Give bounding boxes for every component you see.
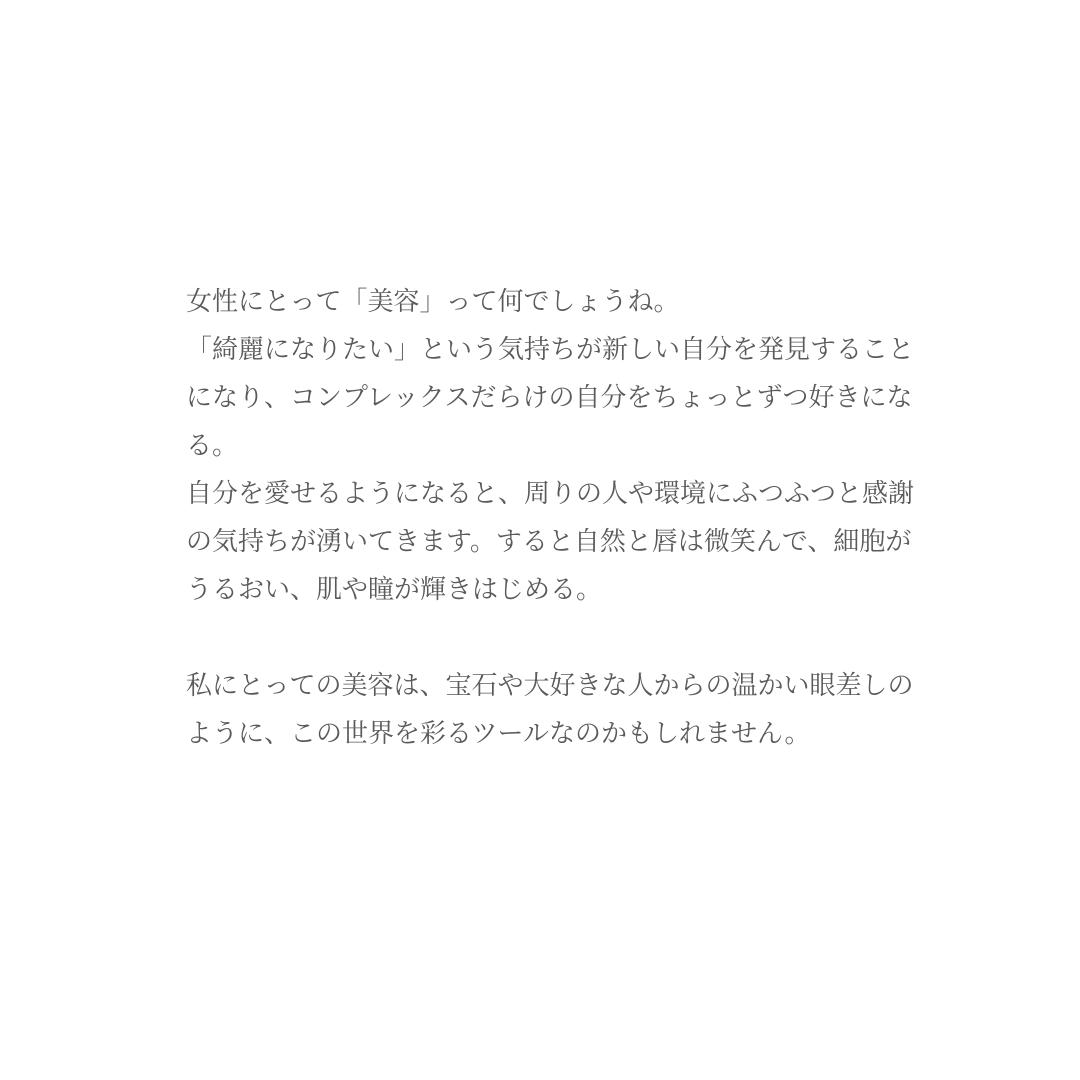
text-line: うるおい、肌や瞳が輝きはじめる。	[186, 574, 603, 604]
essay-text-block	[186, 277, 926, 757]
text-line: 私にとっての美容は、宝石や大好きな人からの温かい眼差しの	[186, 670, 914, 700]
text-line: 自分を愛せるようになると、周りの人や環境にふつふつと感謝	[186, 478, 915, 508]
paragraph-beauty-meaning	[186, 277, 926, 613]
text-line: になり、コンプレックスだらけの自分をちょっとずつ好きにな	[186, 382, 913, 412]
text-line: 女性にとって「美容」って何でしょうね。	[186, 286, 680, 316]
text-line: ように、この世界を彩るツールなのかもしれません。	[186, 718, 811, 748]
text-line: の気持ちが湧いてきます。すると自然と唇は微笑んで、細胞が	[186, 526, 912, 556]
paragraph-beauty-conclusion	[186, 661, 926, 757]
text-line: る。	[186, 430, 239, 460]
text-line: 「綺麗になりたい」という気持ちが新しい自分を発見すること	[186, 334, 915, 364]
